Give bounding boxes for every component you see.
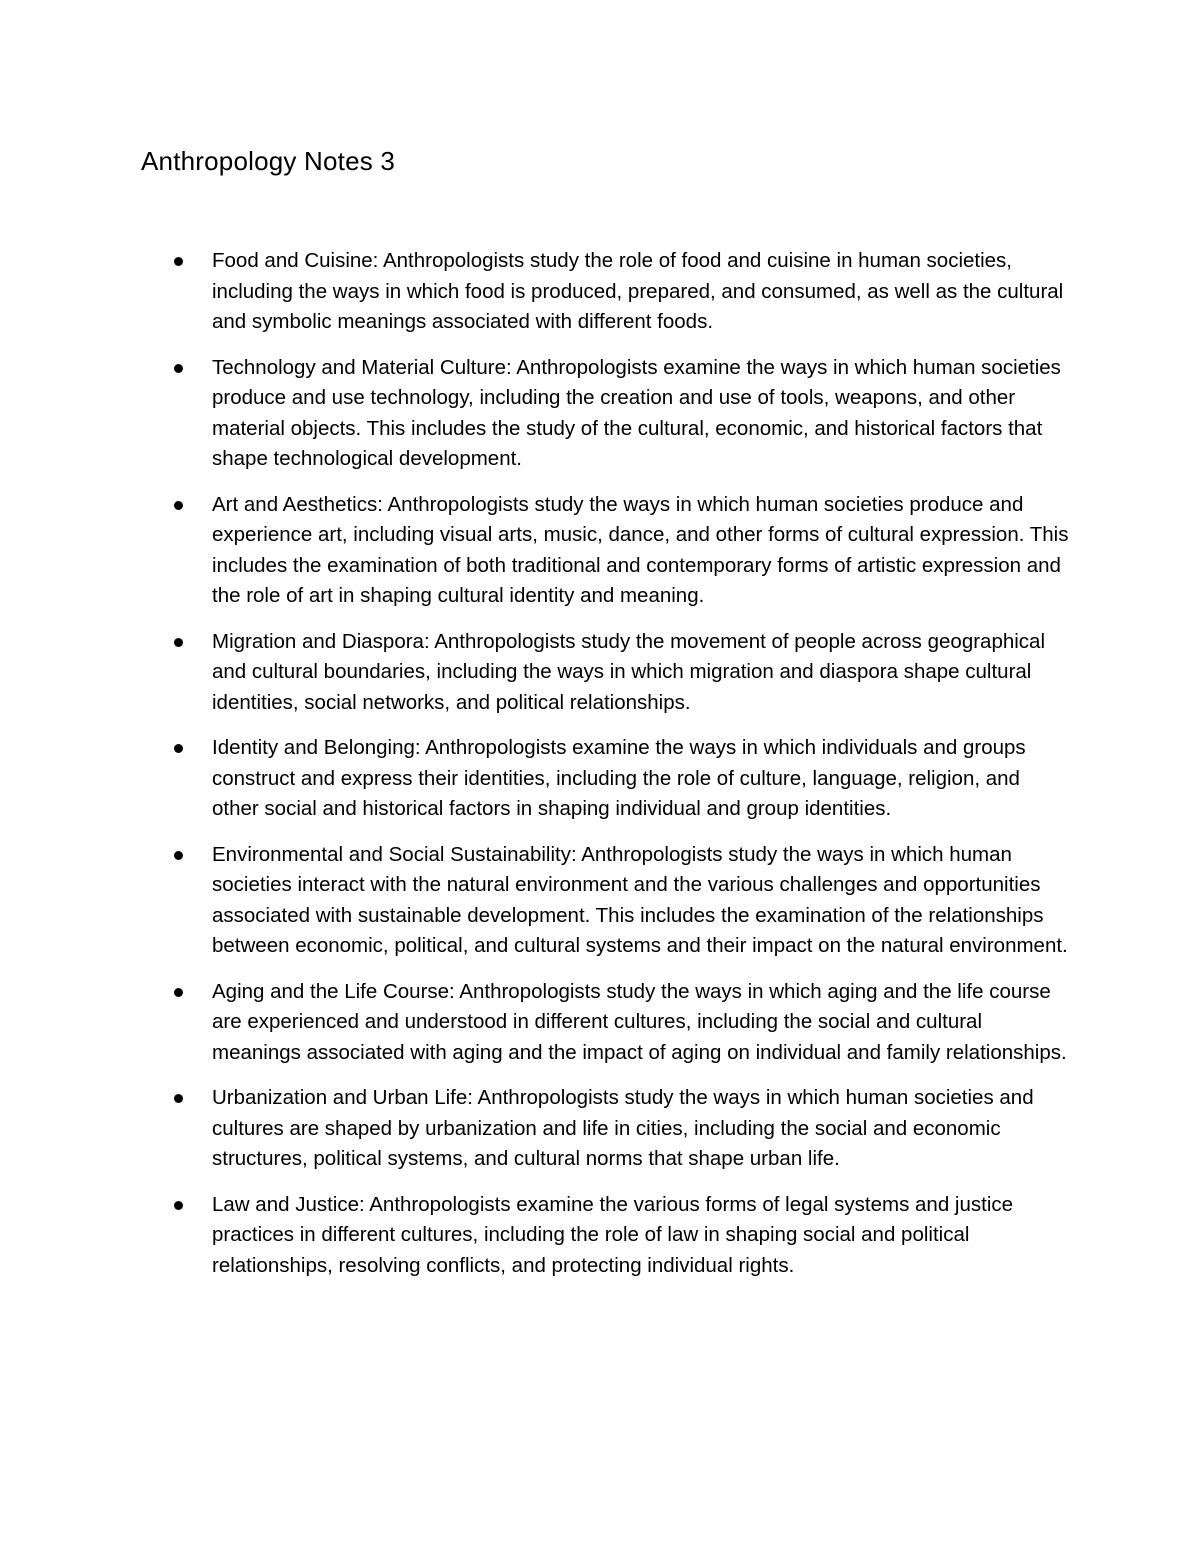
notes-list xyxy=(0,246,1200,1296)
page-title: Anthropology Notes 3 xyxy=(141,146,396,176)
bullet-icon xyxy=(174,851,183,860)
list-item xyxy=(0,490,1072,612)
list-item-text: Migration and Diaspora: Anthropologists study the movement of people across geographical and cultural boundaries, including the ways in which migration and diaspora shape cultural identities, social networks, and political relationships. xyxy=(212,629,1046,714)
list-item-text: Urbanization and Urban Life: Anthropologists study the ways in which human societies and cultures are shaped by urbanization and life in cities, including the social and economic structures, political systems, and cultural norms that shape urban life. xyxy=(212,1086,1034,1170)
list-item-text: Art and Aesthetics: Anthropologists study the ways in which human societies produce and experience art, including visual arts, music, dance, and other forms of cultural expression. This includes the examination of both traditional and contemporary forms of artistic expression and the role of art in shaping cultural identity and meaning. xyxy=(212,492,1069,607)
list-item xyxy=(0,977,1072,1069)
list-item xyxy=(0,733,1072,825)
bullet-icon xyxy=(174,257,183,266)
list-item-text: Food and Cuisine: Anthropologists study the role of food and cuisine in human societies, including the ways in which food is produced, prepared, and consumed, as well as the cultural and symbolic meanings associated with different foods. xyxy=(212,249,1064,333)
list-item xyxy=(0,627,1072,719)
list-item xyxy=(0,840,1072,962)
bullet-icon xyxy=(174,638,183,647)
list-item xyxy=(0,1190,1072,1282)
bullet-icon xyxy=(174,501,183,510)
list-item-text: Identity and Belonging: Anthropologists examine the ways in which individuals and groups construct and express their identities, including the role of culture, language, religion, and other social and historical factors in shaping individual and group identities. xyxy=(212,736,1026,820)
list-item xyxy=(0,1083,1072,1175)
list-item xyxy=(0,246,1072,338)
bullet-icon xyxy=(174,1201,183,1210)
bullet-icon xyxy=(174,744,183,753)
bullet-icon xyxy=(174,988,183,997)
list-item-text: Law and Justice: Anthropologists examine the various forms of legal systems and justice practices in different cultures, including the role of law in shaping social and political relationships, resolving conflicts, and protecting individual rights. xyxy=(212,1192,1014,1277)
bullet-icon xyxy=(174,364,183,373)
list-item-text: Technology and Material Culture: Anthropologists examine the ways in which human societies produce and use technology, including the creation and use of tools, weapons, and other material objects. This includes the study of the cultural, economic, and historical factors that shape technological development. xyxy=(212,355,1061,470)
list-item xyxy=(0,353,1072,475)
bullet-icon xyxy=(174,1094,183,1103)
list-item-text: Environmental and Social Sustainability: Anthropologists study the ways in which human societies interact with the natural environment and the various challenges and opportunities associated with sustainable development. This includes the examination of the relationships between economic, political, and cultural systems and their impact on the natural environment. xyxy=(212,842,1068,957)
list-item-text: Aging and the Life Course: Anthropologists study the ways in which aging and the life course are experienced and understood in different cultures, including the social and cultural meanings associated with aging and the impact of aging on individual and family relationships. xyxy=(212,979,1067,1064)
